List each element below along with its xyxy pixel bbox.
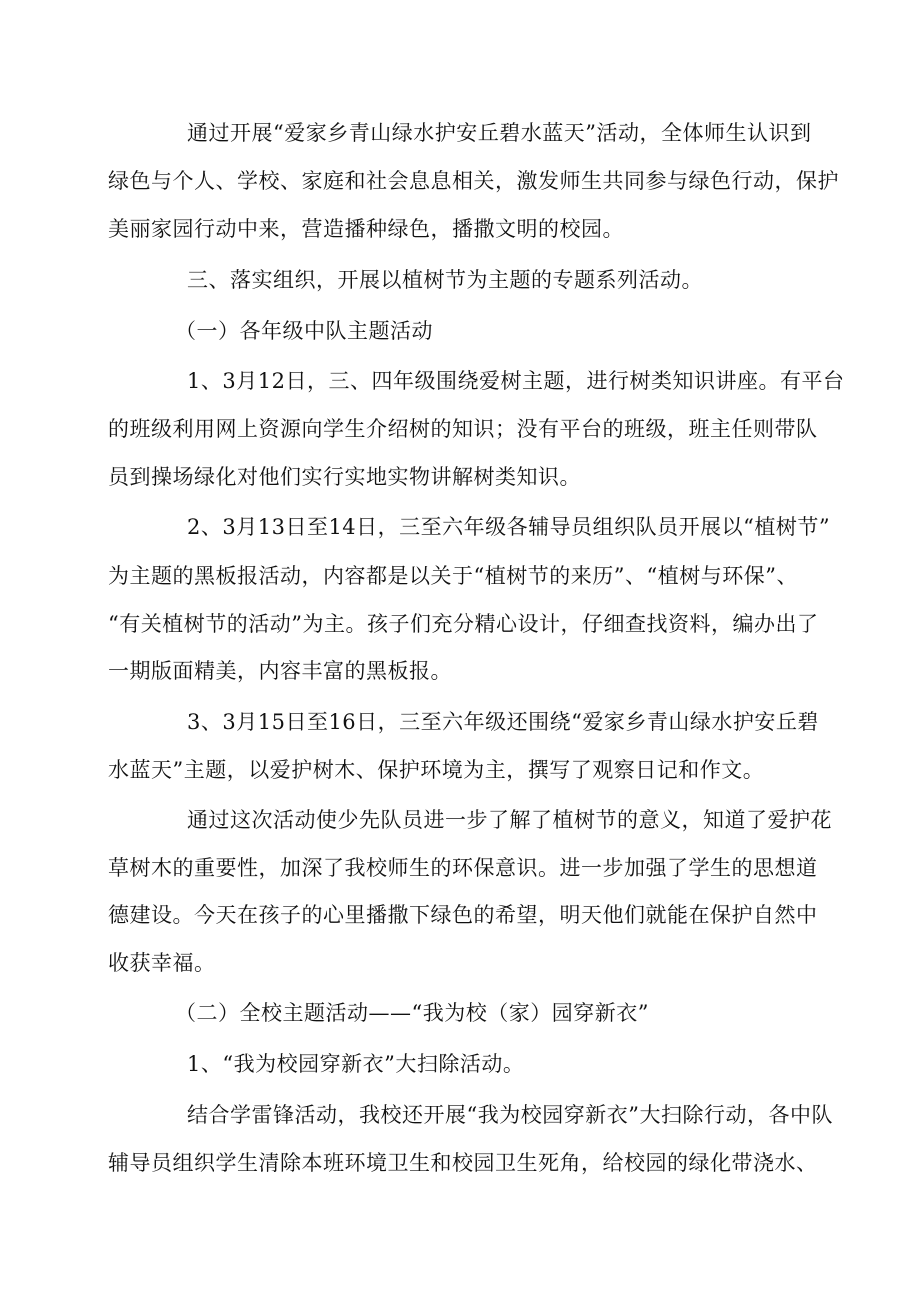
item-1-line-1: 1、3月12日，三、四年级围绕爱树主题，进行树类知识讲座。有平台 bbox=[187, 369, 845, 393]
item-1-line-3: 员到操场绿化对他们实行实地实物讲解树类知识。 bbox=[108, 465, 581, 489]
activity-1-heading: 1、“我为校园穿新衣”大扫除活动。 bbox=[187, 1052, 525, 1076]
item-2-line-2: 为主题的黑板报活动，内容都是以关于“植树节的来历”、“植树与环保”、 bbox=[108, 564, 798, 588]
paragraph-1-line-3: 美丽家园行动中来，营造播种绿色，播撒文明的校园。 bbox=[108, 217, 624, 241]
summary-line-2: 草树木的重要性，加深了我校师生的环保意识。进一步加强了学生的思想道 bbox=[108, 856, 818, 880]
section-3-heading: 三、落实组织，开展以植树节为主题的专题系列活动。 bbox=[187, 268, 703, 292]
summary-line-4: 收获幸福。 bbox=[108, 951, 216, 975]
item-1-line-2: 的班级利用网上资源向学生介绍树的知识；没有平台的班级，班主任则带队 bbox=[108, 417, 818, 441]
activity-1-line-1: 结合学雷锋活动，我校还开展“我为校园穿新衣”大扫除行动，各中队 bbox=[187, 1103, 833, 1127]
item-2-line-3: “有关植树节的活动”为主。孩子们充分精心设计，仔细查找资料，编办出了 bbox=[108, 612, 819, 636]
subsection-2-heading: （二）全校主题活动——“我为校（家）园穿新衣” bbox=[175, 1001, 649, 1025]
item-2-line-4: 一期版面精美，内容丰富的黑板报。 bbox=[108, 659, 452, 683]
activity-1-line-2: 辅导员组织学生清除本班环境卫生和校园卫生死角，给校园的绿化带浇水、 bbox=[108, 1151, 818, 1175]
item-3-line-2: 水蓝天”主题，以爱护树木、保护环境为主，撰写了观察日记和作文。 bbox=[108, 758, 765, 782]
summary-line-1: 通过这次活动使少先队员进一步了解了植树节的意义，知道了爱护花 bbox=[187, 808, 832, 832]
item-2-line-1: 2、3月13日至14日，三至六年级各辅导员组织队员开展以“植树节” bbox=[187, 515, 831, 539]
paragraph-1-line-1: 通过开展“爱家乡青山绿水护安丘碧水蓝天”活动，全体师生认识到 bbox=[187, 121, 812, 145]
subsection-1-heading: （一）各年级中队主题活动 bbox=[175, 319, 433, 343]
summary-line-3: 德建设。今天在孩子的心里播撒下绿色的希望，明天他们就能在保护自然中 bbox=[108, 903, 818, 927]
item-3-line-1: 3、3月15日至16日，三至六年级还围绕“爱家乡青山绿水护安丘碧 bbox=[187, 710, 819, 734]
paragraph-1-line-2: 绿色与个人、学校、家庭和社会息息相关，激发师生共同参与绿色行动，保护 bbox=[108, 169, 839, 193]
